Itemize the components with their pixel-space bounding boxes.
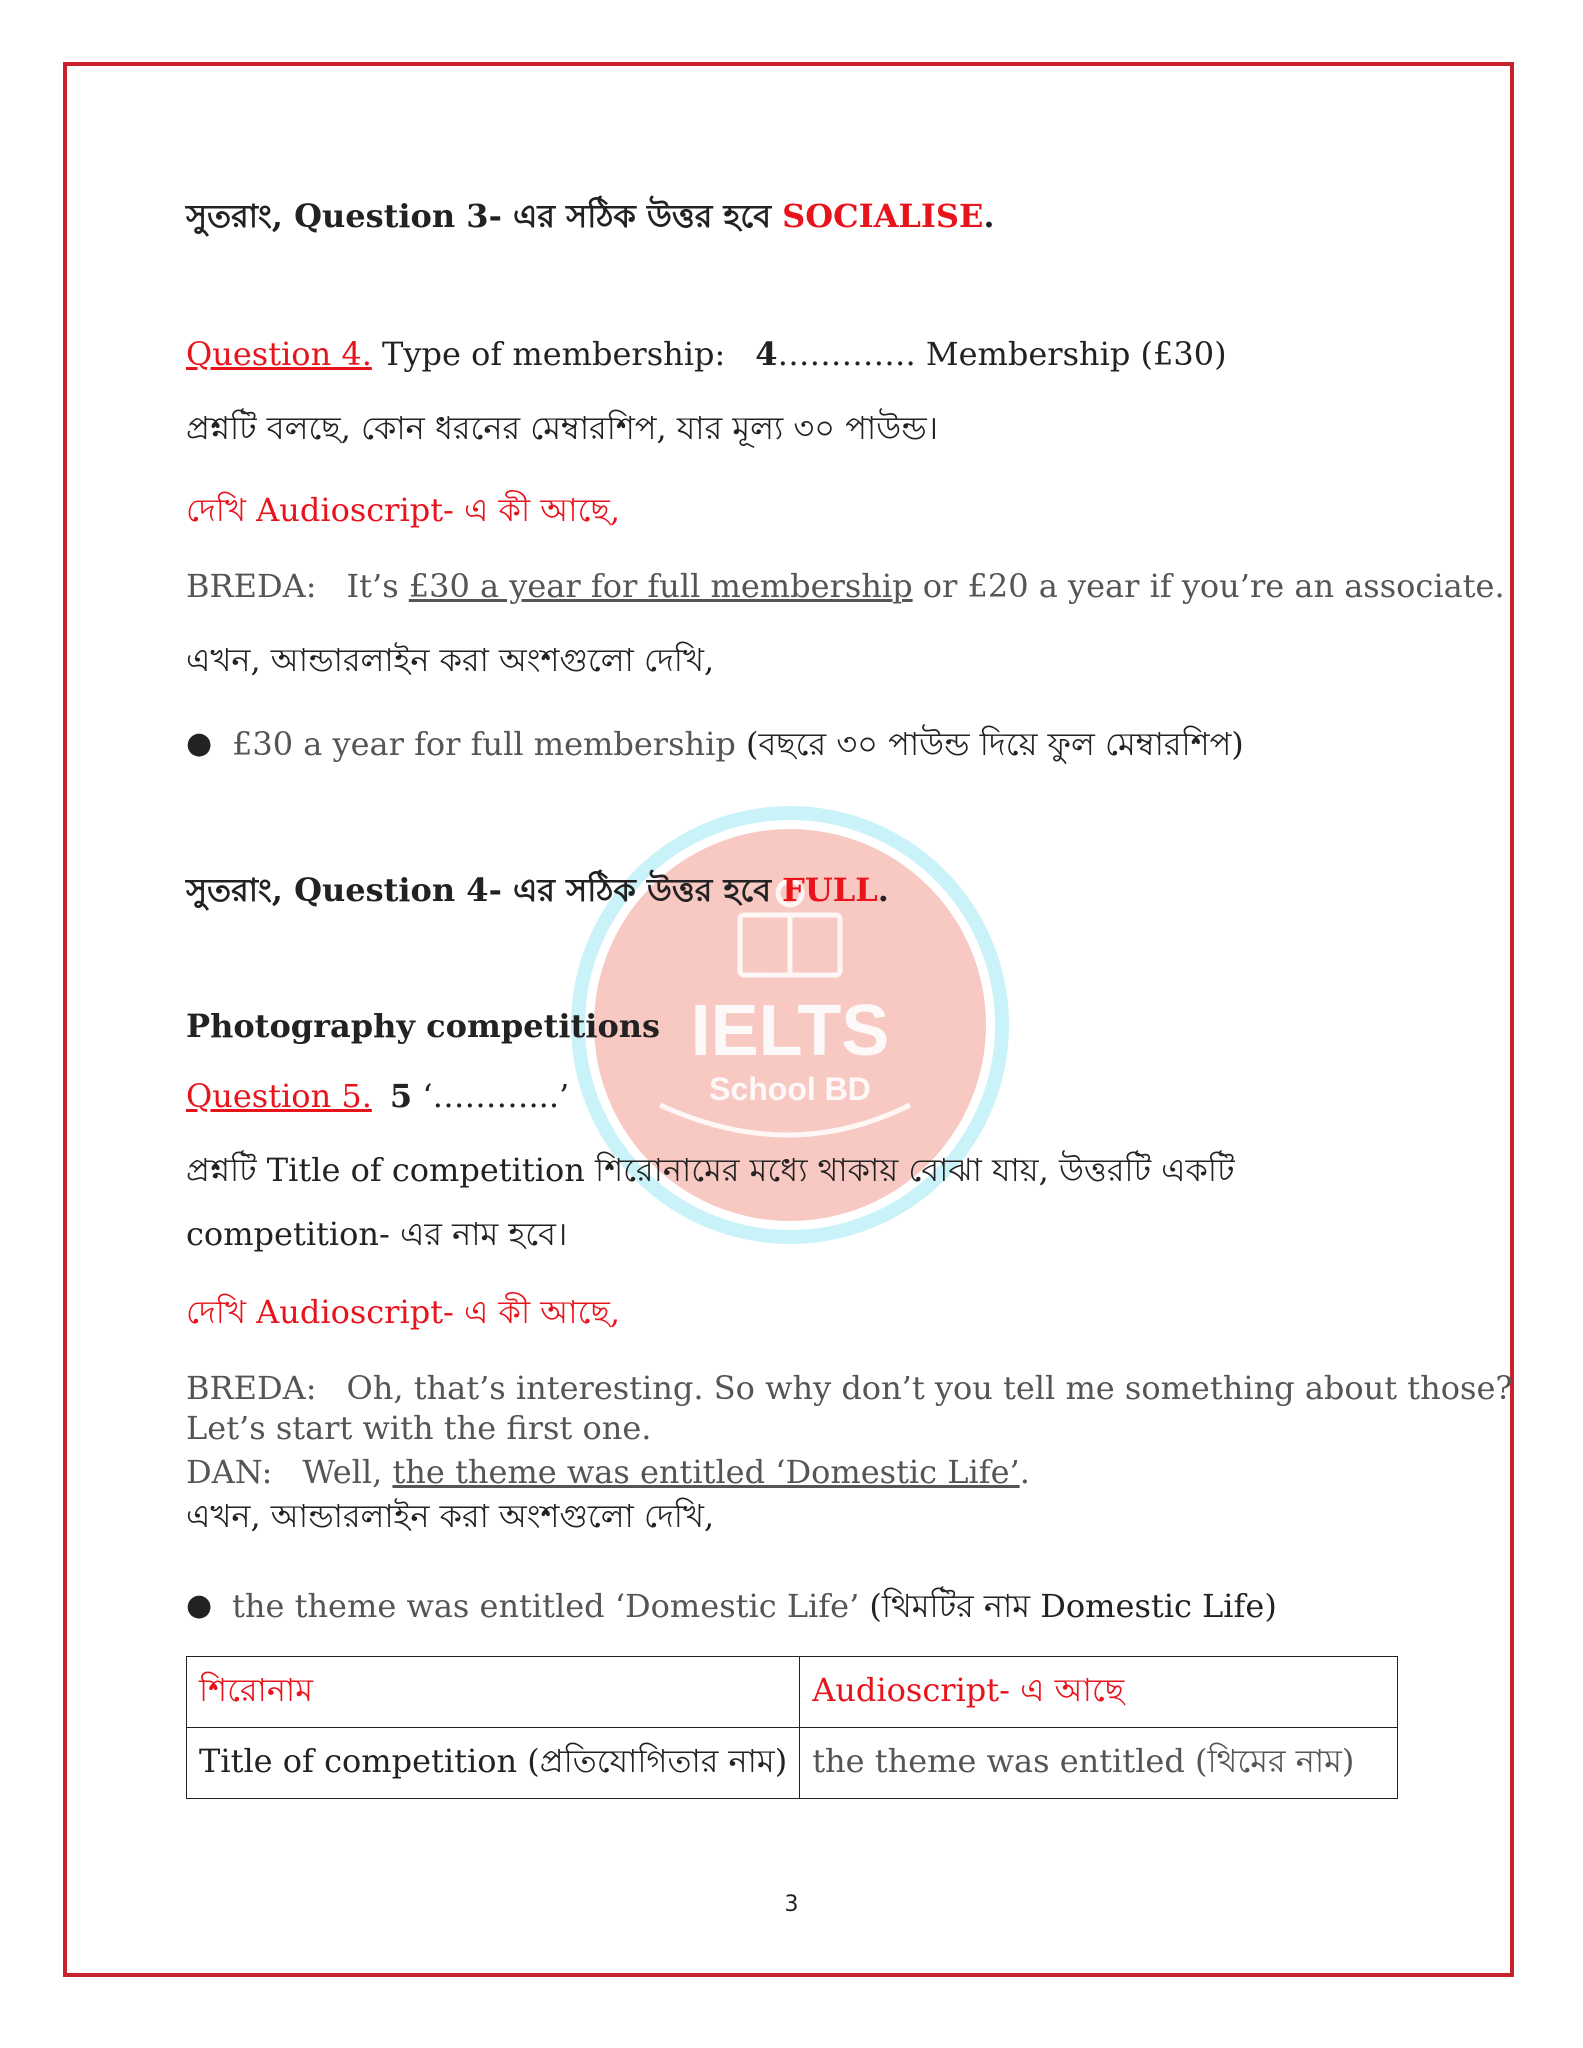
- question-5-number: 5: [389, 1077, 413, 1115]
- see-audioscript-heading: দেখি Audioscript- এ কী আছে,: [186, 1293, 621, 1331]
- audioscript-q4: [186, 566, 1505, 606]
- question-4-label: Question 4.: [186, 335, 372, 373]
- question-ref: Question 3-: [294, 197, 502, 235]
- table-header-row: [187, 1657, 1398, 1728]
- q5-bullet: [232, 1586, 1277, 1626]
- question-5-blank: ‘………...’: [422, 1077, 570, 1115]
- audioscript-q5-line3: [186, 1452, 1030, 1492]
- bullet-bangla: (থিমটির নাম Domestic Life): [869, 1587, 1277, 1625]
- script-text: Oh, that’s interesting. So why don’t you tell me something about those?: [346, 1369, 1513, 1407]
- conclusion-prefix: সুতরাং,: [186, 871, 295, 909]
- question-4-text: Type of membership:: [371, 335, 726, 373]
- underlined-phrase: £30 a year for full membership: [408, 567, 913, 605]
- table-header-title: শিরোনাম: [187, 1657, 800, 1728]
- answer-socialise: SOCIALISE: [782, 197, 984, 235]
- underline-intro: এখন, আন্ডারলাইন করা অংশগুলো দেখি,: [186, 1497, 715, 1535]
- conclusion-prefix: সুতরাং,: [186, 197, 295, 235]
- q3-conclusion: [186, 196, 995, 236]
- audioscript-q5-line1: [186, 1368, 1513, 1408]
- question-5-explanation-1: প্রশ্নটি Title of competition শিরোনামের মধ্যে থাকায় বোঝা যায়, উত্তরটি একটি: [186, 1151, 1235, 1189]
- table-header-audioscript: Audioscript- এ আছে: [800, 1657, 1398, 1728]
- watermark-brand: IELTS: [690, 991, 890, 1071]
- bullet-english: £30 a year for full membership: [232, 725, 746, 763]
- speaker-dan: DAN:: [186, 1453, 273, 1491]
- script-text: Well,: [302, 1453, 393, 1491]
- conclusion-mid: এর সঠিক উত্তর হবে: [501, 871, 783, 909]
- page-number: 3: [784, 1892, 799, 1917]
- question-4-blank: …………. Membership (£30): [777, 335, 1227, 373]
- q4-bullet: [232, 724, 1244, 764]
- audioscript-q5-line2: Let’s start with the first one.: [186, 1409, 652, 1447]
- script-text: It’s: [346, 567, 409, 605]
- q4-conclusion: [186, 870, 889, 910]
- question-4-number: 4: [755, 335, 778, 373]
- script-text: .: [1019, 1453, 1030, 1491]
- speaker-breda: BREDA:: [186, 567, 317, 605]
- section-title: Photography competitions: [186, 1007, 661, 1045]
- see-audioscript-heading: দেখি Audioscript- এ কী আছে,: [186, 491, 621, 529]
- question-5-explanation-2: competition- এর নাম হবে।: [186, 1215, 568, 1253]
- script-text: or £20 a year if you’re an associate.: [912, 567, 1505, 605]
- underlined-phrase: the theme was entitled ‘Domestic Life’: [392, 1453, 1020, 1491]
- question-4-line: [186, 334, 1227, 374]
- bullet-icon: ●: [186, 726, 213, 761]
- question-5-label: Question 5.: [186, 1077, 372, 1115]
- bullet-icon: ●: [186, 1588, 213, 1623]
- conclusion-mid: এর সঠিক উত্তর হবে: [501, 197, 783, 235]
- question-5-line: [186, 1076, 569, 1116]
- bullet-english: the theme was entitled ‘Domestic Life’: [232, 1587, 870, 1625]
- underline-intro: এখন, আন্ডারলাইন করা অংশগুলো দেখি,: [186, 641, 715, 679]
- table-row: [187, 1728, 1398, 1799]
- table-cell-audioscript: the theme was entitled (থিমের নাম): [800, 1728, 1398, 1799]
- question-4-explanation: প্রশ্নটি বলছে, কোন ধরনের মেম্বারশিপ, যার মূল্য ৩০ পাউন্ড।: [186, 409, 939, 447]
- watermark-sub: School BD: [709, 1071, 871, 1107]
- question-ref: Question 4-: [294, 871, 502, 909]
- answer-full: FULL: [782, 871, 878, 909]
- comparison-table: [186, 1656, 1398, 1799]
- table-cell-title: Title of competition (প্রতিযোগিতার নাম): [187, 1728, 800, 1799]
- speaker-breda: BREDA:: [186, 1369, 317, 1407]
- bullet-bangla: (বছরে ৩০ পাউন্ড দিয়ে ফুল মেম্বারশিপ): [746, 725, 1244, 763]
- period: .: [983, 197, 995, 235]
- period: .: [877, 871, 889, 909]
